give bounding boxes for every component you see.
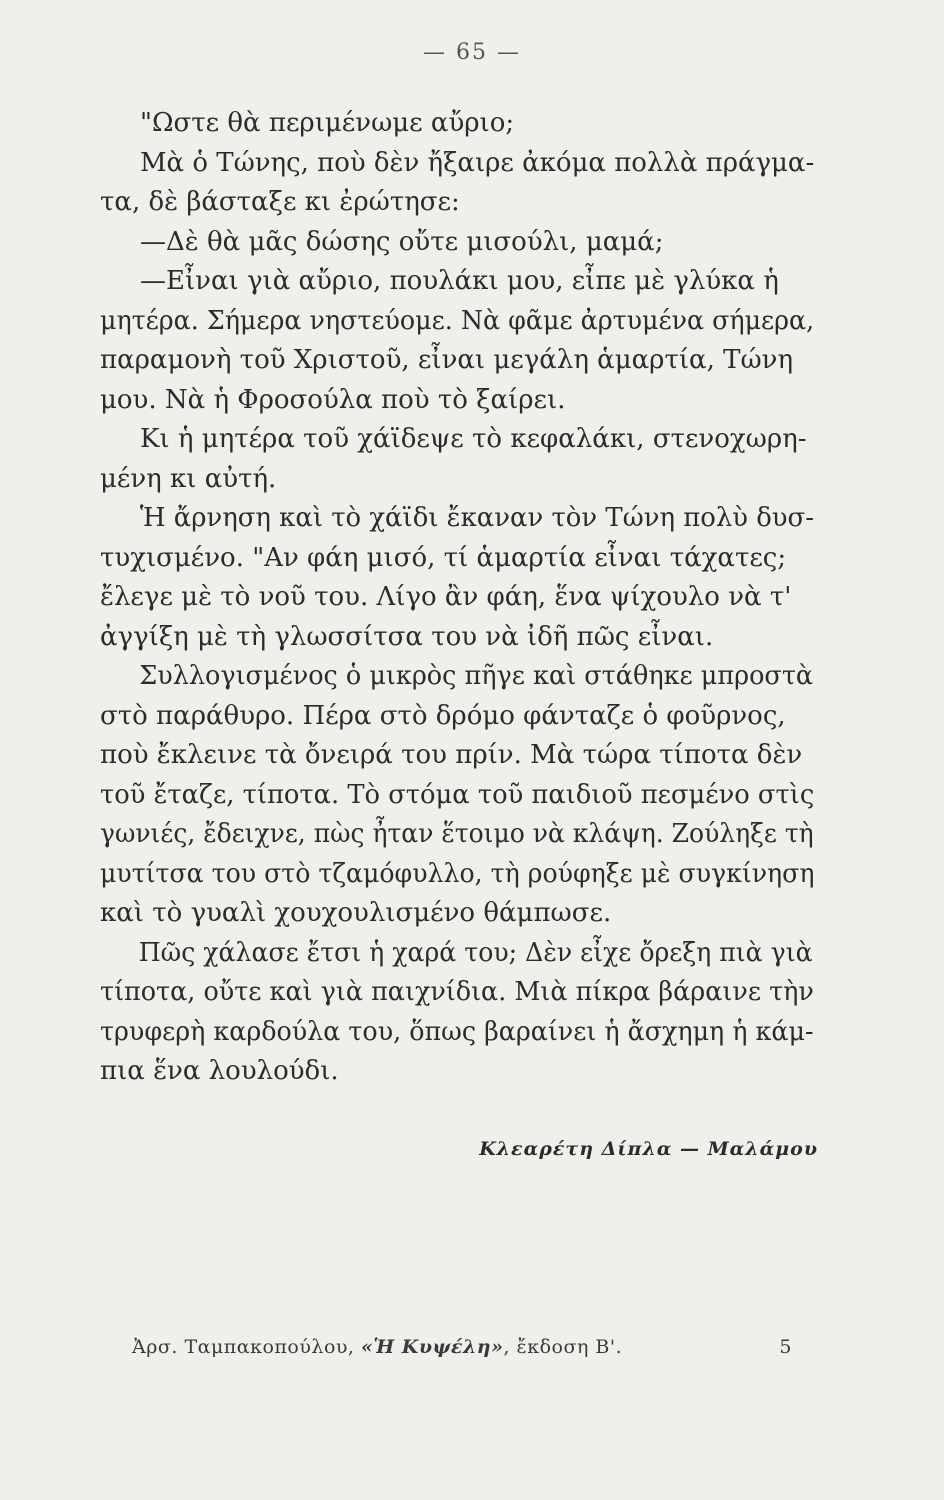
text-line: τίποτα, οὔτε καὶ γιὰ παιχνίδια. Μιὰ πίκρα βάραινε τὴν — [100, 977, 814, 1007]
text-line: καὶ τὸ γυαλὶ χουχουλισμένο θάμπωσε. — [100, 898, 612, 928]
text-line: στὸ παράθυρο. Πέρα στὸ δρόμο φάνταζε ὁ φοῦρνος, — [100, 700, 786, 731]
story-text — [100, 104, 814, 1092]
author-name: Κλεαρέτη Δίπλα — Μαλάμου — [479, 1138, 818, 1160]
text-line: τοῦ ἔταζε, τίποτα. Τὸ στόμα τοῦ παιδιοῦ πεσμένο στὶς — [100, 779, 815, 810]
text-line: Συλλογισμένος ὁ μικρὸς πῆγε καὶ στάθηκε μπροστὰ — [139, 661, 814, 691]
text-line: μου. Νὰ ἡ Φροσούλα ποὺ τὸ ξαίρει. — [100, 384, 566, 415]
text-line: ἀγγίξη μὲ τὴ γλωσσίτσα του νὰ ἰδῆ πῶς εἶναι. — [100, 621, 714, 652]
text-line: Ἡ ἄρνηση καὶ τὸ χάϊδι ἔκαναν τὸν Τώνη πολὺ δυσ- — [139, 503, 814, 533]
text-line: μυτίτσα του στὸ τζαμόφυλλο, τὴ ρούφηξε μὲ συγκίνηση — [100, 858, 815, 889]
text-line: τρυφερὴ καρδούλα του, ὅπως βαραίνει ἡ ἄσχημη ἡ κάμ- — [100, 1016, 814, 1047]
footer-author: Ἀρσ. Ταμπακοπούλου, — [132, 1336, 355, 1358]
text-line: πια ἕνα λουλούδι. — [100, 1056, 339, 1086]
page-number: — 65 — — [423, 40, 521, 65]
text-line: παραμονὴ τοῦ Χριστοῦ, εἶναι μεγάλη ἁμαρτία, Τώνη — [100, 345, 794, 375]
footer-title: «Ἡ Κυψέλη» — [361, 1336, 504, 1358]
text-line: —Δὲ θὰ μᾶς δώσης οὔτε μισούλι, μαμά; — [140, 226, 664, 257]
text-line: ἔλεγε μὲ τὸ νοῦ του. Λίγο ἂν φάη, ἕνα ψίχουλο νὰ τ' — [100, 582, 792, 612]
text-line: Πῶς χάλασε ἔτσι ἡ χαρά του; Δὲν εἶχε ὄρεξη πιὰ γιὰ — [138, 937, 813, 968]
page-footer — [132, 1336, 792, 1358]
signature-mark: 5 — [779, 1336, 792, 1358]
text-line: τυχισμένο. "Αν φάη μισό, τί ἁμαρτία εἶναι τάχατες; — [100, 542, 787, 573]
text-line: γωνιές, ἔδειχνε, πὼς ἦταν ἕτοιμο νὰ κλάψη. Ζούληξε τὴ — [100, 819, 814, 849]
text-line: Μὰ ὁ Τώνης, ποὺ δὲν ἤξαιρε ἀκόμα πολλὰ πράγμα- — [139, 147, 815, 178]
text-line: μένη κι αὐτή. — [100, 463, 277, 494]
footer-edition: , ἔκδοση Β'. — [503, 1336, 623, 1358]
text-line: ποὺ ἔκλεινε τὰ ὄνειρά του πρίν. Μὰ τώρα τίποτα δὲν — [100, 740, 803, 770]
text-line: "Ωστε θὰ περιμένωμε αὔριο; — [140, 108, 515, 138]
text-line: —Εἶναι γιὰ αὔριο, πουλάκι μου, εἶπε μὲ γλύκα ἡ — [140, 266, 779, 296]
text-line: Κι ἡ μητέρα τοῦ χάϊδεψε τὸ κεφαλάκι, στενοχωρη- — [140, 424, 807, 454]
text-line: μητέρα. Σήμερα νηστεύομε. Νὰ φᾶμε ἀρτυμένα σήμερα, — [100, 305, 815, 336]
text-line: τα, δὲ βάσταξε κι ἐρώτησε: — [100, 187, 460, 217]
